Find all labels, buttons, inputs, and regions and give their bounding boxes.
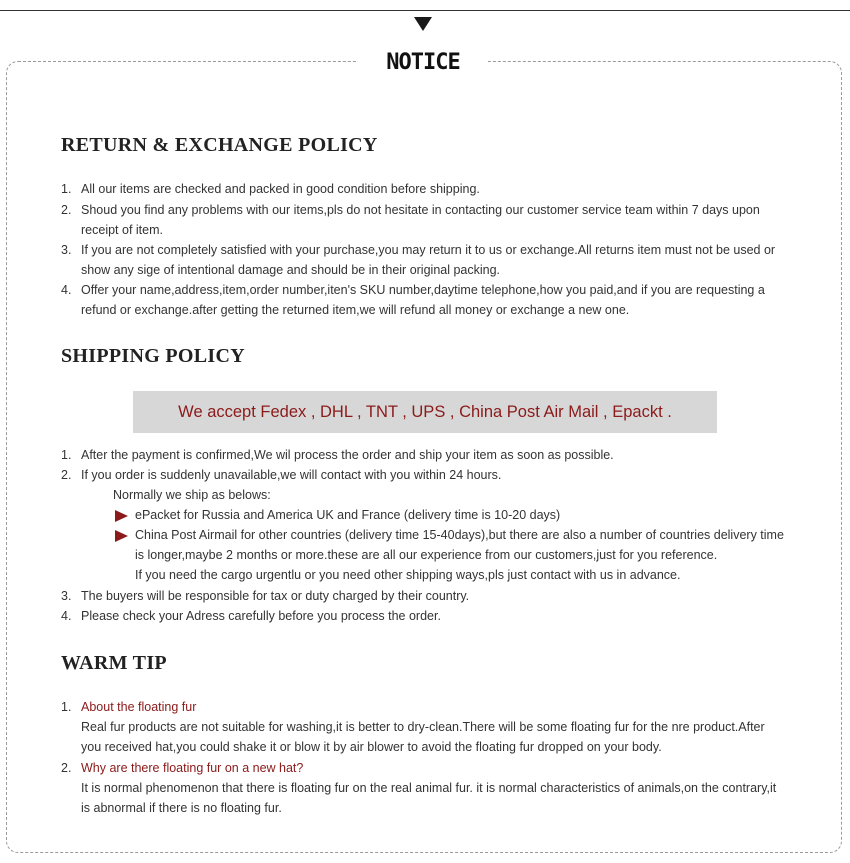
shipping-item-number: 3. (61, 589, 72, 603)
shipping-item-text: If you order is suddenly unavailable,we will contact with you within 24 hours. (81, 468, 502, 482)
warm-tip-number: 2. (61, 761, 72, 775)
warm-tip-text: you received hat,you could shake it or blow it by air blower to avoid the floating fur dropped on your body. (81, 740, 662, 754)
shipping-bullet-text: is longer,maybe 2 months or more.these are all our experience from our customers,just for you reference. (135, 548, 718, 562)
shipping-bullet-text: ePacket for Russia and America UK and France (delivery time is 10-20 days) (135, 508, 561, 522)
return-item-number: 3. (61, 243, 72, 257)
shipping-bullet-text: If you need the cargo urgentlu or you need other shipping ways,pls just contact with us in advance. (135, 568, 681, 582)
return-item-text: If you are not completely satisfied with your purchase,you may return it to us or exchange.All returns item must not be used or (81, 243, 776, 257)
return-item-number: 4. (61, 283, 72, 297)
return-item-number: 1. (61, 182, 72, 196)
return-item-text: receipt of item. (81, 223, 163, 237)
shipping-item-text: Please check your Adress carefully before you process the order. (81, 609, 441, 623)
carrier-banner (133, 391, 717, 433)
return-item-text: Offer your name,address,item,order number,iten's SKU number,daytime telephone,how you paid,and if you are requesting a (81, 283, 765, 297)
warm-tip-text: It is normal phenomenon that there is floating fur on the real animal fur. it is normal characteristics of animals,on the contrary,it (81, 781, 777, 795)
return-policy-title: RETURN & EXCHANGE POLICY (61, 134, 378, 156)
return-item-text: All our items are checked and packed in good condition before shipping. (81, 182, 480, 196)
warm-tip-heading: About the floating fur (81, 700, 197, 714)
warm-tip-text: is abnormal if there is no floating fur. (81, 801, 282, 815)
shipping-item-number: 1. (61, 448, 72, 462)
shipping-policy-title: SHIPPING POLICY (61, 345, 245, 367)
shipping-item-number: 2. (61, 468, 72, 482)
warm-tip-heading: Why are there floating fur on a new hat? (81, 761, 304, 775)
carrier-banner-text: We accept Fedex , DHL , TNT , UPS , China Post Air Mail , Epackt . (178, 402, 672, 421)
return-item-text: show any sige of intentional damage and should be in their original packing. (81, 263, 501, 277)
warm-tip-number: 1. (61, 700, 72, 714)
return-item-text: refund or exchange.after getting the returned item,we will refund all money or exchange a new one. (81, 303, 630, 317)
bullet-arrow-icon (115, 530, 128, 542)
shipping-item-text: After the payment is confirmed,We wil process the order and ship your item as soon as possible. (81, 448, 614, 462)
warm-tip-text: Real fur products are not suitable for washing,it is better to dry-clean.There will be some floating fur for the nre product.After (81, 720, 765, 734)
notice-heading-wrap (358, 48, 488, 78)
shipping-item-number: 4. (61, 609, 72, 623)
down-arrow-icon (414, 17, 432, 31)
return-item-text: Shoud you find any problems with our items,pls do not hesitate in contacting our customer service team within 7 days upon (81, 203, 760, 217)
bullet-arrow-icon (115, 510, 128, 522)
return-item-number: 2. (61, 203, 72, 217)
shipping-bullet-text: China Post Airmail for other countries (delivery time 15-40days),but there are also a number of countries delivery time (135, 528, 784, 542)
top-divider (0, 10, 850, 11)
warm-tip-title: WARM TIP (61, 652, 167, 674)
shipping-item-text: The buyers will be responsible for tax or duty charged by their country. (81, 589, 470, 603)
shipping-normally-text: Normally we ship as belows: (113, 488, 271, 502)
notice-heading: NOTICE (386, 50, 460, 75)
